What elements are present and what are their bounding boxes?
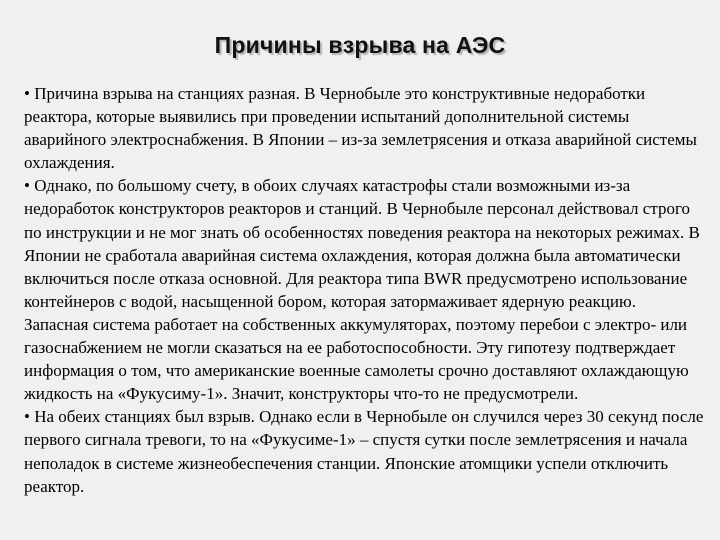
slide-body — [24, 82, 704, 498]
bullet-paragraph-1: • Причина взрыва на станциях разная. В Чернобыле это конструктивные недоработки реактора, которые выявились при проведении испытаний дополнительной системы аварийного электроснабжения. В Японии – из-за землетрясения и отказа аварийной системы охлаждения. — [24, 82, 704, 174]
bullet-paragraph-3: • На обеих станциях был взрыв. Однако если в Чернобыле он случился через 30 секунд после первого сигнала тревоги, то на «Фукусиме-1» – спустя сутки после землетрясения и начала неполадок в системе жизнеобеспечения станции. Японские атомщики успели отключить реактор. — [24, 405, 704, 497]
slide-title: Причины взрыва на АЭС — [214, 32, 506, 58]
bullet-paragraph-2: • Однако, по большому счету, в обоих случаях катастрофы стали возможными из-за недоработок конструкторов реакторов и станций. В Чернобыле персонал действовал строго по инструкции и не мог знать об особенностях поведения реактора на некоторых режимах. В Японии не сработала аварийная система охлаждения, которая должна была автоматически включиться после отказа основной. Для реактора типа BWR предусмотрено использование контейнеров с водой, насыщенной бором, которая затормаживает ядерную реакцию. Запасная система работает на собственных аккумуляторах, поэтому перебои с электро- или газоснабжением не могли сказаться на ее работоспособности. Эту гипотезу подтверждает информация о том, что американские военные самолеты срочно доставляют охлаждающую жидкость на «Фукусиму-1». Значит, конструкторы что-то не предусмотрели. — [24, 174, 704, 405]
